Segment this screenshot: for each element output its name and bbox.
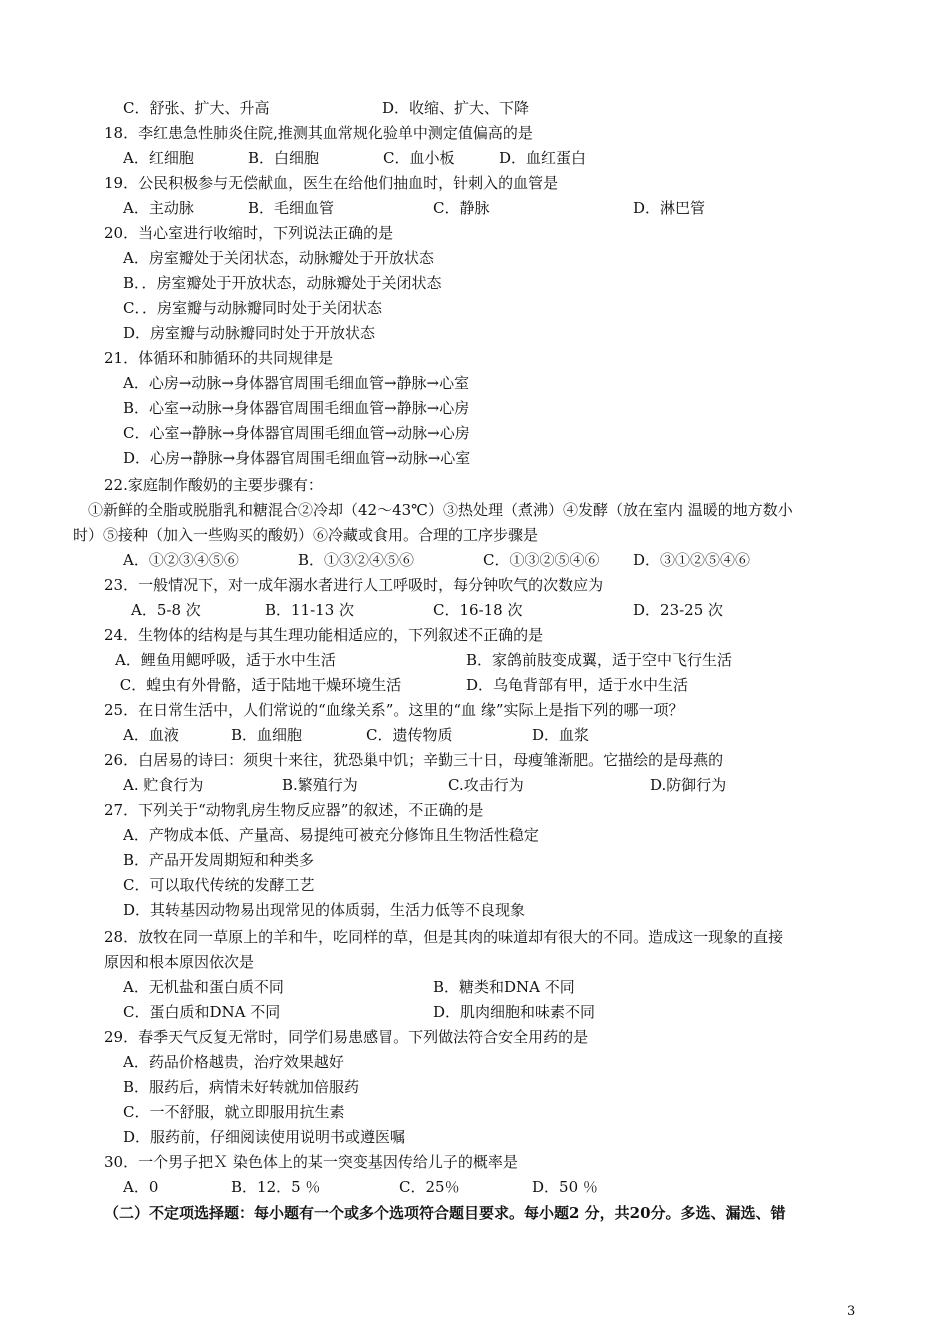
text-line: D．房室瓣与动脉瓣同时处于开放状态 — [123, 324, 376, 342]
text-line: D．心房→静脉→身体器官周围毛细血管→动脉→心室 — [123, 449, 471, 467]
answer-option: B．11-13 次 — [265, 601, 355, 619]
answer-option: B．糖类和DNA 不同 — [433, 978, 575, 996]
text-line: 24．生物体的结构是与其生理功能相适应的，下列叙述不正确的是 — [104, 626, 544, 644]
answer-option: A．①②③④⑤⑥ — [123, 551, 239, 569]
answer-option: B．白细胞 — [248, 149, 320, 167]
answer-option: D．血浆 — [532, 726, 590, 744]
answer-option: B．家鸽前肢变成翼，适于空中飞行生活 — [466, 651, 733, 669]
answer-option: D．淋巴管 — [633, 199, 706, 217]
text-line: C．．房室瓣与动脉瓣同时处于关闭状态 — [123, 299, 382, 317]
text-line: 30．一个男子把Ｘ 染色体上的某一突变基因传给儿子的概率是 — [104, 1153, 518, 1171]
answer-option: A. 贮食行为 — [123, 776, 204, 794]
answer-option: C．蝗虫有外骨骼，适于陆地干燥环境生活 — [115, 676, 402, 694]
answer-option: D．血红蛋白 — [499, 149, 587, 167]
text-line: A．房室瓣处于关闭状态，动脉瓣处于开放状态 — [123, 249, 434, 267]
answer-option: C.攻击行为 — [448, 776, 524, 794]
answer-option: A．红细胞 — [123, 149, 194, 167]
text-line: C．可以取代传统的发酵工艺 — [123, 876, 315, 894]
text-line: B．心室→动脉→身体器官周围毛细血管→静脉→心房 — [123, 399, 470, 417]
text-line: 原因和根本原因依次是 — [104, 953, 255, 971]
text-line: 29．春季天气反复无常时，同学们易患感冒。下列做法符合安全用药的是 — [104, 1028, 589, 1046]
answer-option: B．血细胞 — [231, 726, 303, 744]
answer-option: B．12．5 ％ — [231, 1178, 321, 1196]
answer-option: B.繁殖行为 — [282, 776, 358, 794]
text-line: 19．公民积极参与无偿献血，医生在给他们抽血时，针刺入的血管是 — [104, 174, 559, 192]
text-line: 27．下列关于“动物乳房生物反应器”的叙述，不正确的是 — [104, 801, 484, 819]
answer-option: D．23-25 次 — [633, 601, 724, 619]
answer-option: A．5-8 次 — [131, 601, 201, 619]
answer-option: D．肌肉细胞和味素不同 — [433, 1003, 596, 1021]
text-line: 21．体循环和肺循环的共同规律是 — [104, 349, 334, 367]
answer-option: C．静脉 — [433, 199, 490, 217]
text-line: B．服药后，病情未好转就加倍服药 — [123, 1078, 360, 1096]
answer-option: D．③①②⑤④⑥ — [633, 551, 751, 569]
text-line: 18．李红患急性肺炎住院,推测其血常规化验单中测定值偏高的是 — [104, 124, 533, 142]
text-line: 23．一般情况下，对一成年溺水者进行人工呼吸时，每分钟吹气的次数应为 — [104, 576, 604, 594]
text-line: 时）⑤接种（加入一些购买的酸奶）⑥冷藏或食用。合理的工序步骤是 — [73, 526, 539, 544]
text-line: A．心房→动脉→身体器官周围毛细血管→静脉→心室 — [123, 374, 470, 392]
answer-option: A．0 — [123, 1178, 159, 1196]
answer-option: D．乌龟背部有甲，适于水中生活 — [466, 676, 689, 694]
answer-option: C．遗传物质 — [366, 726, 453, 744]
answer-option: A．鲤鱼用鳃呼吸，适于水中生活 — [115, 651, 336, 669]
text-line: ①新鲜的全脂或脱脂乳和糖混合②冷却（42～43℃）③热处理（煮沸）④发酵（放在室内 温暖的地方数小 — [88, 501, 793, 519]
text-line: D．其转基因动物易出现常见的体质弱，生活力低等不良现象 — [123, 901, 526, 919]
text-line: B．．房室瓣处于开放状态，动脉瓣处于关闭状态 — [123, 274, 442, 292]
answer-option: D．收缩、扩大、下降 — [382, 99, 530, 117]
text-line: 20．当心室进行收缩时，下列说法正确的是 — [104, 224, 394, 242]
page-number: 3 — [847, 1304, 856, 1319]
text-line: 22.家庭制作酸奶的主要步骤有： — [104, 476, 323, 494]
answer-option: C．16-18 次 — [433, 601, 523, 619]
answer-option: D.防御行为 — [650, 776, 727, 794]
text-line: 25．在日常生活中，人们常说的“血缘关系”。这里的“血 缘”实际上是指下列的哪一项？ — [104, 701, 684, 719]
text-line: C．一不舒服，就立即服用抗生素 — [123, 1103, 345, 1121]
answer-option: C．①③②⑤④⑥ — [483, 551, 600, 569]
answer-option: C．蛋白质和DNA 不同 — [123, 1003, 281, 1021]
answer-option: B．毛细血管 — [248, 199, 335, 217]
answer-option: C．25％ — [399, 1178, 460, 1196]
text-line: D．服药前，仔细阅读使用说明书或遵医嘱 — [123, 1128, 406, 1146]
answer-option: D．50 ％ — [532, 1178, 598, 1196]
answer-option: A．无机盐和蛋白质不同 — [123, 978, 284, 996]
text-line: 26．白居易的诗曰：须臾十来往，犹恐巢中饥；辛勤三十日，母瘦雏渐肥。它描绘的是母燕的 — [104, 751, 724, 769]
text-line: A．产物成本低、产量高、易提纯可被充分修饰且生物活性稳定 — [123, 826, 539, 844]
answer-option: A．血液 — [123, 726, 179, 744]
text-line: B．产品开发周期短和种类多 — [123, 851, 315, 869]
answer-option: C．舒张、扩大、升高 — [123, 99, 270, 117]
answer-option: C．血小板 — [383, 149, 455, 167]
text-line: 28．放牧在同一草原上的羊和牛，吃同样的草，但是其肉的味道却有很大的不同。造成这一现象的直接 — [104, 928, 784, 946]
answer-option: A．主动脉 — [123, 199, 194, 217]
text-line: A．药品价格越贵，治疗效果越好 — [123, 1053, 344, 1071]
answer-option: B．①③②④⑤⑥ — [298, 551, 415, 569]
text-line: （二）不定项选择题：每小题有一个或多个选项符合题目要求。每小题2 分，共20分。多选、漏选、错 — [104, 1204, 786, 1222]
text-line: C．心室→静脉→身体器官周围毛细血管→动脉→心房 — [123, 424, 470, 442]
